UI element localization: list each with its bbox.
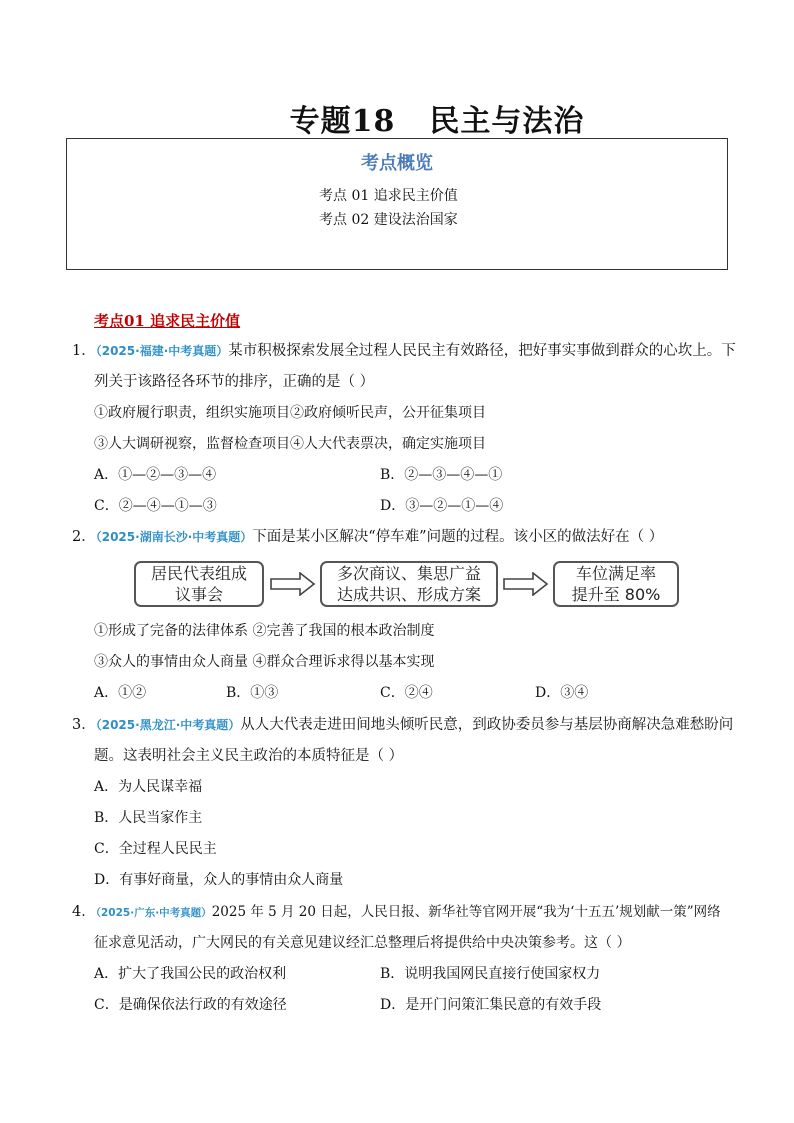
question-number: 4． xyxy=(72,904,96,920)
title-text: 民主与法治 xyxy=(429,104,585,139)
question-source: （2025·湖南长沙·中考真题） xyxy=(95,530,253,544)
question-text: 列关于该路径各环节的排序，正确的是（ ） xyxy=(94,374,375,390)
question-1-line xyxy=(72,341,736,361)
flow-arrow-icon xyxy=(270,572,316,596)
option-d[interactable]: D．是开门问策汇集民意的有效手段 xyxy=(380,997,602,1013)
option-a[interactable]: A．①—②—③—④ xyxy=(94,467,217,483)
title-number: 18 xyxy=(351,104,396,139)
question-3-line xyxy=(72,715,733,735)
question-text: 某市积极探索发展全过程人民民主有效路径，把好事实事做到群众的心坎上。下 xyxy=(228,343,736,359)
overview-box xyxy=(66,138,728,270)
question-statement: ③人大调研视察，监督检查项目④人大代表票决，确定实施项目 xyxy=(94,436,486,452)
question-statement: ①形成了完备的法律体系 ②完善了我国的根本政治制度 xyxy=(94,623,435,639)
question-number: 1． xyxy=(72,343,96,359)
question-number: 3． xyxy=(72,717,96,733)
option-b[interactable]: B．②—③—④—① xyxy=(380,467,503,483)
question-number: 2． xyxy=(72,529,96,545)
option-a[interactable]: A．①② xyxy=(94,685,147,701)
section-heading: 考点01 追求民主价值 xyxy=(94,312,241,330)
option-b[interactable]: B．①③ xyxy=(226,685,279,701)
option-d[interactable]: D．③—②—①—④ xyxy=(380,498,504,514)
option-b[interactable]: B．人民当家作主 xyxy=(94,810,203,826)
flow-arrow-icon xyxy=(503,572,549,596)
flow-step-2: 多次商议、集思广益 达成共识、形成方案 xyxy=(320,561,498,607)
overview-heading: 考点概览 xyxy=(361,153,433,174)
question-text: 下面是某小区解决“停车难”问题的过程。该小区的做法好在（ ） xyxy=(252,529,664,545)
option-c[interactable]: C．②④ xyxy=(380,685,433,701)
page-title xyxy=(0,96,794,140)
title-label: 专题 xyxy=(289,104,352,139)
option-d[interactable]: D．有事好商量，众人的事情由众人商量 xyxy=(94,872,344,888)
overview-item: 考点 02 建设法治国家 xyxy=(319,212,458,228)
option-c[interactable]: C．②—④—①—③ xyxy=(94,498,217,514)
option-d[interactable]: D．③④ xyxy=(535,685,589,701)
question-text: 征求意见活动，广大网民的有关意见建议经汇总整理后将提供给中央决策参考。这（ ） xyxy=(94,935,631,951)
overview-item: 考点 01 追求民主价值 xyxy=(319,188,458,204)
question-text: 2025 年 5 月 20 日起，人民日报、新华社等官网开展“我为‘十五五’规划献一策”网络 xyxy=(211,904,721,920)
question-statement: ③众人的事情由众人商量 ④群众合理诉求得以基本实现 xyxy=(94,654,435,670)
option-a[interactable]: A．为人民谋幸福 xyxy=(94,779,203,795)
option-c[interactable]: C．全过程人民民主 xyxy=(94,841,217,857)
option-a[interactable]: A．扩大了我国公民的政治权利 xyxy=(94,966,287,982)
question-2-line xyxy=(72,527,663,547)
option-c[interactable]: C．是确保依法行政的有效途径 xyxy=(94,997,287,1013)
question-source: （2025·福建·中考真题） xyxy=(95,344,229,358)
question-statement: ①政府履行职责，组织实施项目②政府倾听民声，公开征集项目 xyxy=(94,405,486,421)
flow-step-3: 车位满足率 提升至 80% xyxy=(553,561,679,607)
flow-step-1: 居民代表组成 议事会 xyxy=(134,561,264,607)
question-source: （2025·黑龙江·中考真题） xyxy=(95,718,241,732)
question-text: 题。这表明社会主义民主政治的本质特征是（ ） xyxy=(94,748,404,764)
question-source: （2025·广东·中考真题） xyxy=(95,907,212,919)
option-b[interactable]: B．说明我国网民直接行使国家权力 xyxy=(380,966,601,982)
question-text: 从人大代表走进田间地头倾听民意，到政协委员参与基层协商解决急难愁盼问 xyxy=(240,717,734,733)
question-4-line xyxy=(72,902,721,923)
